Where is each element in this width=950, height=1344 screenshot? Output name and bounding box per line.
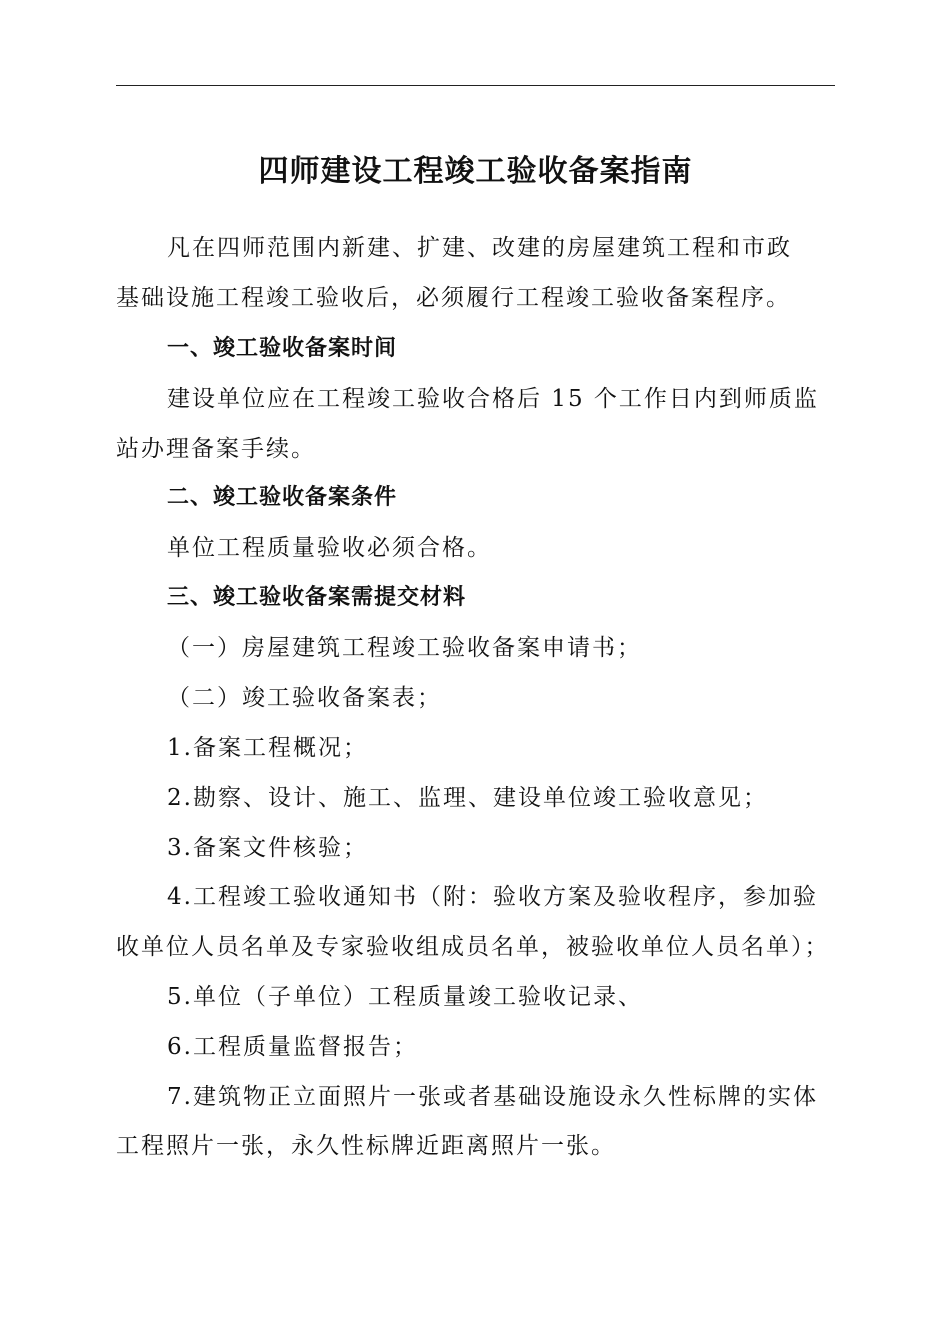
section-3-item: （二）竣工验收备案表； (167, 685, 442, 711)
section-3-item: 2.勘察、设计、施工、监理、建设单位竣工验收意见； (167, 785, 768, 811)
section-2-heading: 二、竣工验收备案条件 (167, 485, 398, 510)
section-3-item: 6.工程质量监督报告； (167, 1034, 418, 1060)
section-3-item: 4.工程竣工验收通知书（附：验收方案及验收程序，参加验 (167, 884, 818, 910)
section-3-item: 7.建筑物正立面照片一张或者基础设施设永久性标牌的实体 (167, 1084, 818, 1110)
section-3-item-continued: 收单位人员名单及专家验收组成员名单，被验收单位人员名单）； (116, 934, 830, 960)
header-rule (116, 85, 835, 86)
document-title: 四师建设工程竣工验收备案指南 (258, 154, 693, 189)
section-3-item-continued: 工程照片一张，永久性标牌近距离照片一张。 (116, 1133, 616, 1159)
section-1-line-1: 建设单位应在工程竣工验收合格后 15 个工作日内到师质监 (167, 386, 819, 412)
section-2-line-1: 单位工程质量验收必须合格。 (167, 535, 492, 561)
section-3-item: 1.备案工程概况； (167, 735, 368, 761)
section-1-line-2: 站办理备案手续。 (116, 436, 316, 462)
intro-line-1: 凡在四师范围内新建、扩建、改建的房屋建筑工程和市政 (167, 235, 792, 261)
section-3-item: 3.备案文件核验； (167, 835, 368, 861)
intro-line-2: 基础设施工程竣工验收后，必须履行工程竣工验收备案程序。 (116, 285, 791, 311)
section-3-item: 5.单位（子单位）工程质量竣工验收记录、 (167, 984, 643, 1010)
section-3-heading: 三、竣工验收备案需提交材料 (167, 585, 467, 610)
section-3-item: （一）房屋建筑工程竣工验收备案申请书； (167, 635, 642, 661)
section-1-heading: 一、竣工验收备案时间 (167, 336, 398, 361)
